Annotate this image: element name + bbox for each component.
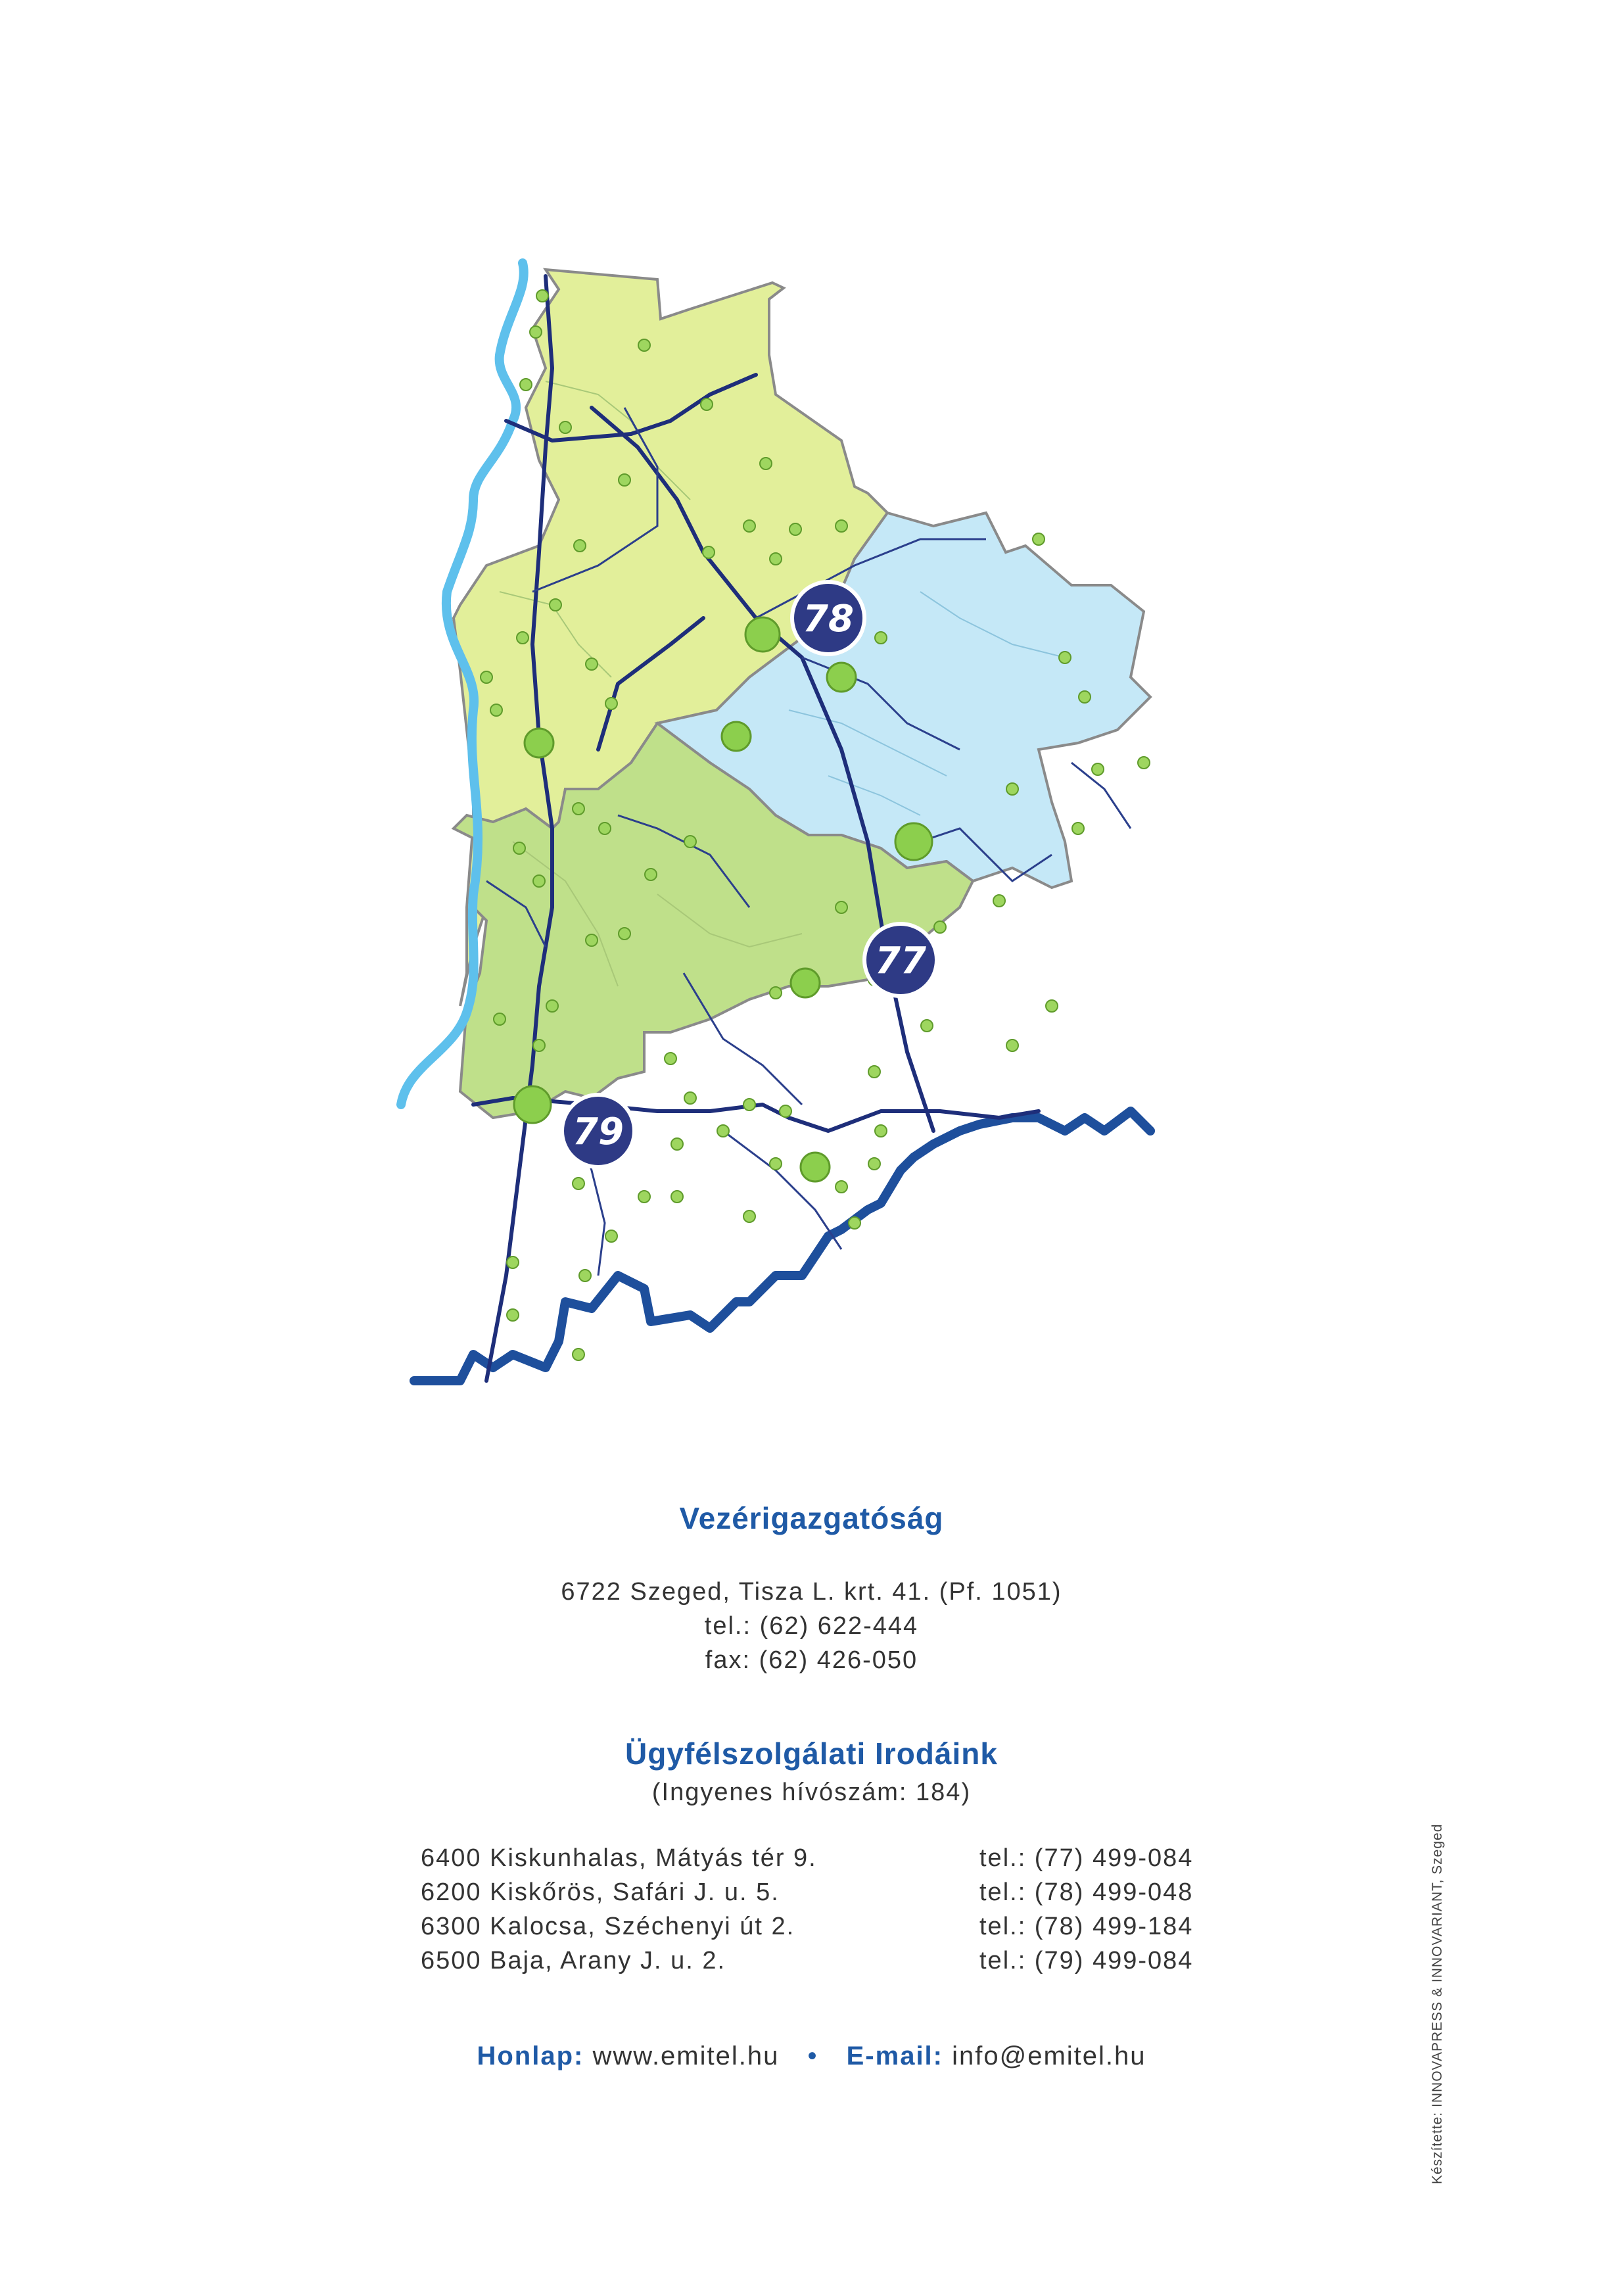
credit-line: Készítette: INNOVAPRESS & INNOVARIANT, Szeged xyxy=(1430,1823,1445,2184)
headquarters-address: 6722 Szeged, Tisza L. krt. 41. (Pf. 1051) xyxy=(561,1578,1062,1606)
area-code-badge-77 xyxy=(864,924,937,996)
office-tel: tel.: (79) 499-084 xyxy=(979,1947,1194,1974)
footer-contact xyxy=(0,2042,1623,2071)
office-address: 6300 Kalocsa, Széchenyi út 2. xyxy=(421,1913,795,1940)
email-link[interactable]: info@emitel.hu xyxy=(952,2042,1146,2070)
headquarters-contact xyxy=(0,1575,1623,1677)
headquarters-fax: fax: (62) 426-050 xyxy=(705,1646,918,1674)
free-call-note: (Ingyenes hívószám: 184) xyxy=(651,1779,972,1806)
headquarters-title: Vezérigazgatóság xyxy=(679,1501,944,1535)
headquarters-tel: tel.: (62) 622-444 xyxy=(704,1612,919,1640)
office-address: 6200 Kiskőrös, Safári J. u. 5. xyxy=(421,1878,780,1906)
homepage-link[interactable]: www.emitel.hu xyxy=(592,2042,780,2070)
customer-service-title: Ügyfélszolgálati Irodáink xyxy=(625,1736,998,1771)
office-address: 6500 Baja, Arany J. u. 2. xyxy=(421,1947,726,1974)
area-code-badge-79 xyxy=(562,1095,634,1167)
office-row xyxy=(421,1909,1196,1944)
region-map xyxy=(381,250,1249,1433)
svg-text:78: 78 xyxy=(803,598,854,640)
svg-text:79: 79 xyxy=(573,1111,624,1153)
national-border xyxy=(414,1111,1150,1381)
office-list xyxy=(421,1841,1196,1978)
area-code-badge-78 xyxy=(792,582,864,654)
office-tel: tel.: (77) 499-084 xyxy=(979,1844,1194,1872)
office-row xyxy=(421,1875,1196,1909)
office-tel: tel.: (78) 499-184 xyxy=(979,1913,1194,1940)
svg-text:77: 77 xyxy=(875,940,926,982)
footer-separator: • xyxy=(807,2042,818,2070)
office-row xyxy=(421,1944,1196,1978)
office-tel: tel.: (78) 499-048 xyxy=(979,1878,1194,1906)
homepage-label: Honlap: xyxy=(477,2042,584,2070)
office-row xyxy=(421,1841,1196,1875)
office-address: 6400 Kiskunhalas, Mátyás tér 9. xyxy=(421,1844,817,1872)
email-label: E-mail: xyxy=(846,2042,943,2070)
